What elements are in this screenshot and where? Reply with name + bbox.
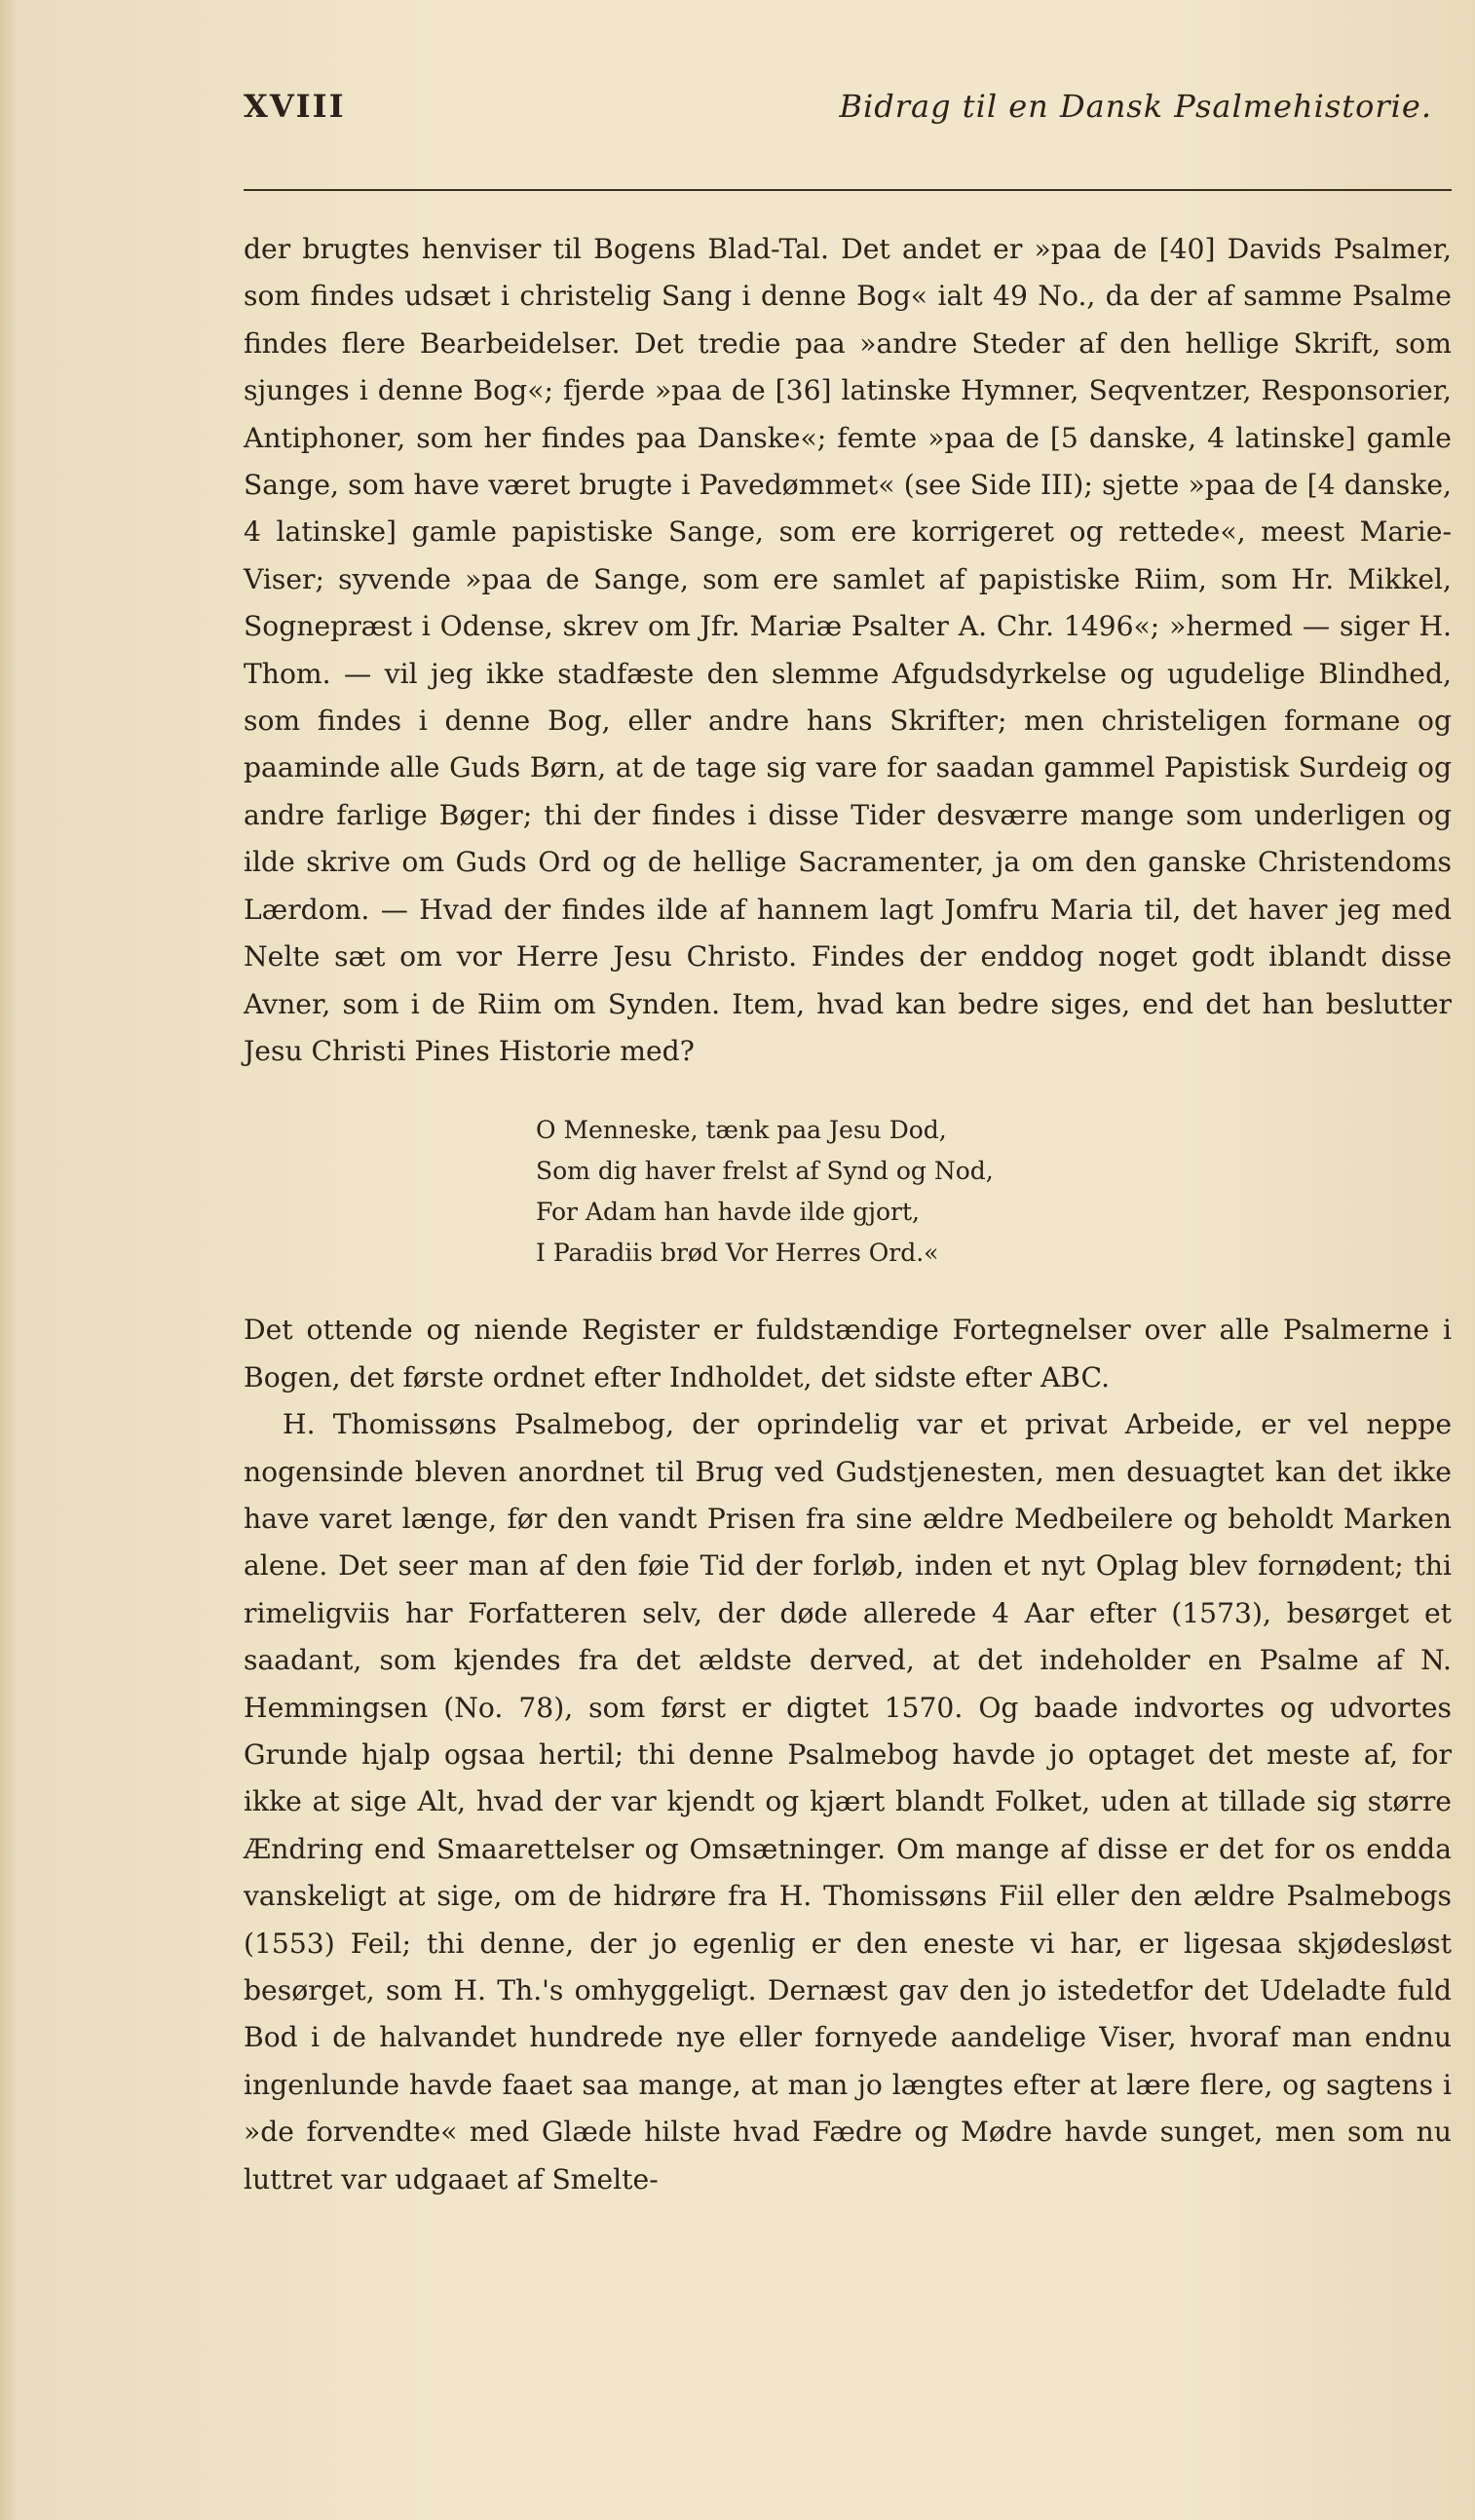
running-title: Bidrag til en Dansk Psalmehistorie. — [839, 88, 1432, 125]
verse-line: For Adam han havde ilde gjort, — [536, 1198, 920, 1227]
paragraph-registers: der brugtes henviser til Bogens Blad-Tal. Det andet er »paa de [40] Davids Psalmer, som findes udsæt i christelig Sang i denne Bog« ialt 49 No., da der af samme Psalme findes flere Bearbeidelser. Det tredie paa »andre Steder af den hellige Skrift, som sjunges i denne Bog«; fjerde »paa de [36] latinske Hymner, Seqventzer, Responsorier, Antiphoner, som her findes paa Danske«; femte »paa de [5 danske, 4 latinske] gamle Sange, som have været brugte i Pavedømmet« (see Side III); sjette »paa de [4 danske, 4 latinske] gamle papistiske Sange, som ere korrigeret og rettede«, meest Marie-Viser; syvende »paa de Sange, som ere samlet af papistiske Riim, som Hr. Mikkel, Sognepræst i Odense, skrev om Jfr. Mariæ Psalter A. Chr. 1496«; »hermed — siger H. Thom. — vil jeg ikke stadfæste den slemme Afgudsdyrkelse og ugudelige Blindhed, som findes i denne Bog, eller andre hans Skrifter; men christeligen formane og paaminde alle Guds Børn, at de tage sig vare for saadan gammel Papistisk Surdeig og andre farlige Bøger; thi der findes i disse Tider desværre mange som underligen og ilde skrive om Guds Ord og de hellige Sacramenter, ja om den ganske Christendoms Lærdom. — Hvad der findes ilde af hannem lagt Jomfru Maria til, det haver jeg med Nelte sæt om vor Herre Jesu Christo. Findes der enddog noget godt iblandt disse Avner, som i de Riim om Synden. Item, hvad kan bedre siges, end det han beslutter Jesu Christi Pines Historie med? — [244, 233, 1452, 1067]
paragraph-history: H. Thomissøns Psalmebog, der oprindelig var et privat Arbeide, er vel neppe nogensinde bleven anordnet til Brug ved Gudstjenesten, men desuagtet kan det ikke have varet længe, før den vandt Prisen fra sine ældre Medbeilere og beholdt Marken alene. Det seer man af den føie Tid der forløb, inden et nyt Oplag blev fornødent; thi rimeligviis har Forfatteren selv, der døde allerede 4 Aar efter (1573), besørget et saadant, som kjendes fra det ældste derved, at det indeholder en Psalme af N. Hemmingsen (No. 78), som først er digtet 1570. Og baade indvortes og udvortes Grunde hjalp ogsaa hertil; thi denne Psalmebog havde jo optaget det meste af, for ikke at sige Alt, hvad der var kjendt og kjært blandt Folket, uden at tillade sig større Ændring end Smaarettelser og Omsætninger. Om mange af disse er det for os endda vanskeligt at sige, om de hidrøre fra H. Thomissøns Fiil eller den ældre Psalmebogs (1553) Feil; thi denne, der jo egenlig er den eneste vi har, er ligesaa skjødesløst besørget, som H. Th.'s omhyggeligt. Dernæst gav den jo istedetfor det Udeladte fuld Bod i de halvandet hundrede nye eller fornyede aandelige Viser, hvoraf man endnu ingenlunde havde faaet saa mange, at man jo længtes efter at lære flere, og sagtens i »de forvendte« med Glæde hilste hvad Fædre og Mødre havde sunget, men som nu luttret var udgaaet af Smelte- — [244, 1408, 1452, 2195]
verse-line: Som dig haver frelst af Synd og Nod, — [536, 1157, 994, 1186]
page-number: XVIII — [244, 88, 346, 125]
verse-line: O Menneske, tænk paa Jesu Dod, — [536, 1116, 947, 1145]
paragraph-indexes: Det ottende og niende Register er fuldstændige Fortegnelser over alle Psalmerne i Bogen, det første ordnet efter Indholdet, det sidste efter ABC. — [244, 1314, 1452, 1394]
header-rule — [244, 189, 1452, 191]
page-body — [244, 226, 1452, 2203]
verse-quote — [536, 1110, 1446, 1274]
page-header — [244, 88, 1452, 146]
verse-line: I Paradiis brød Vor Herres Ord.« — [536, 1239, 939, 1268]
